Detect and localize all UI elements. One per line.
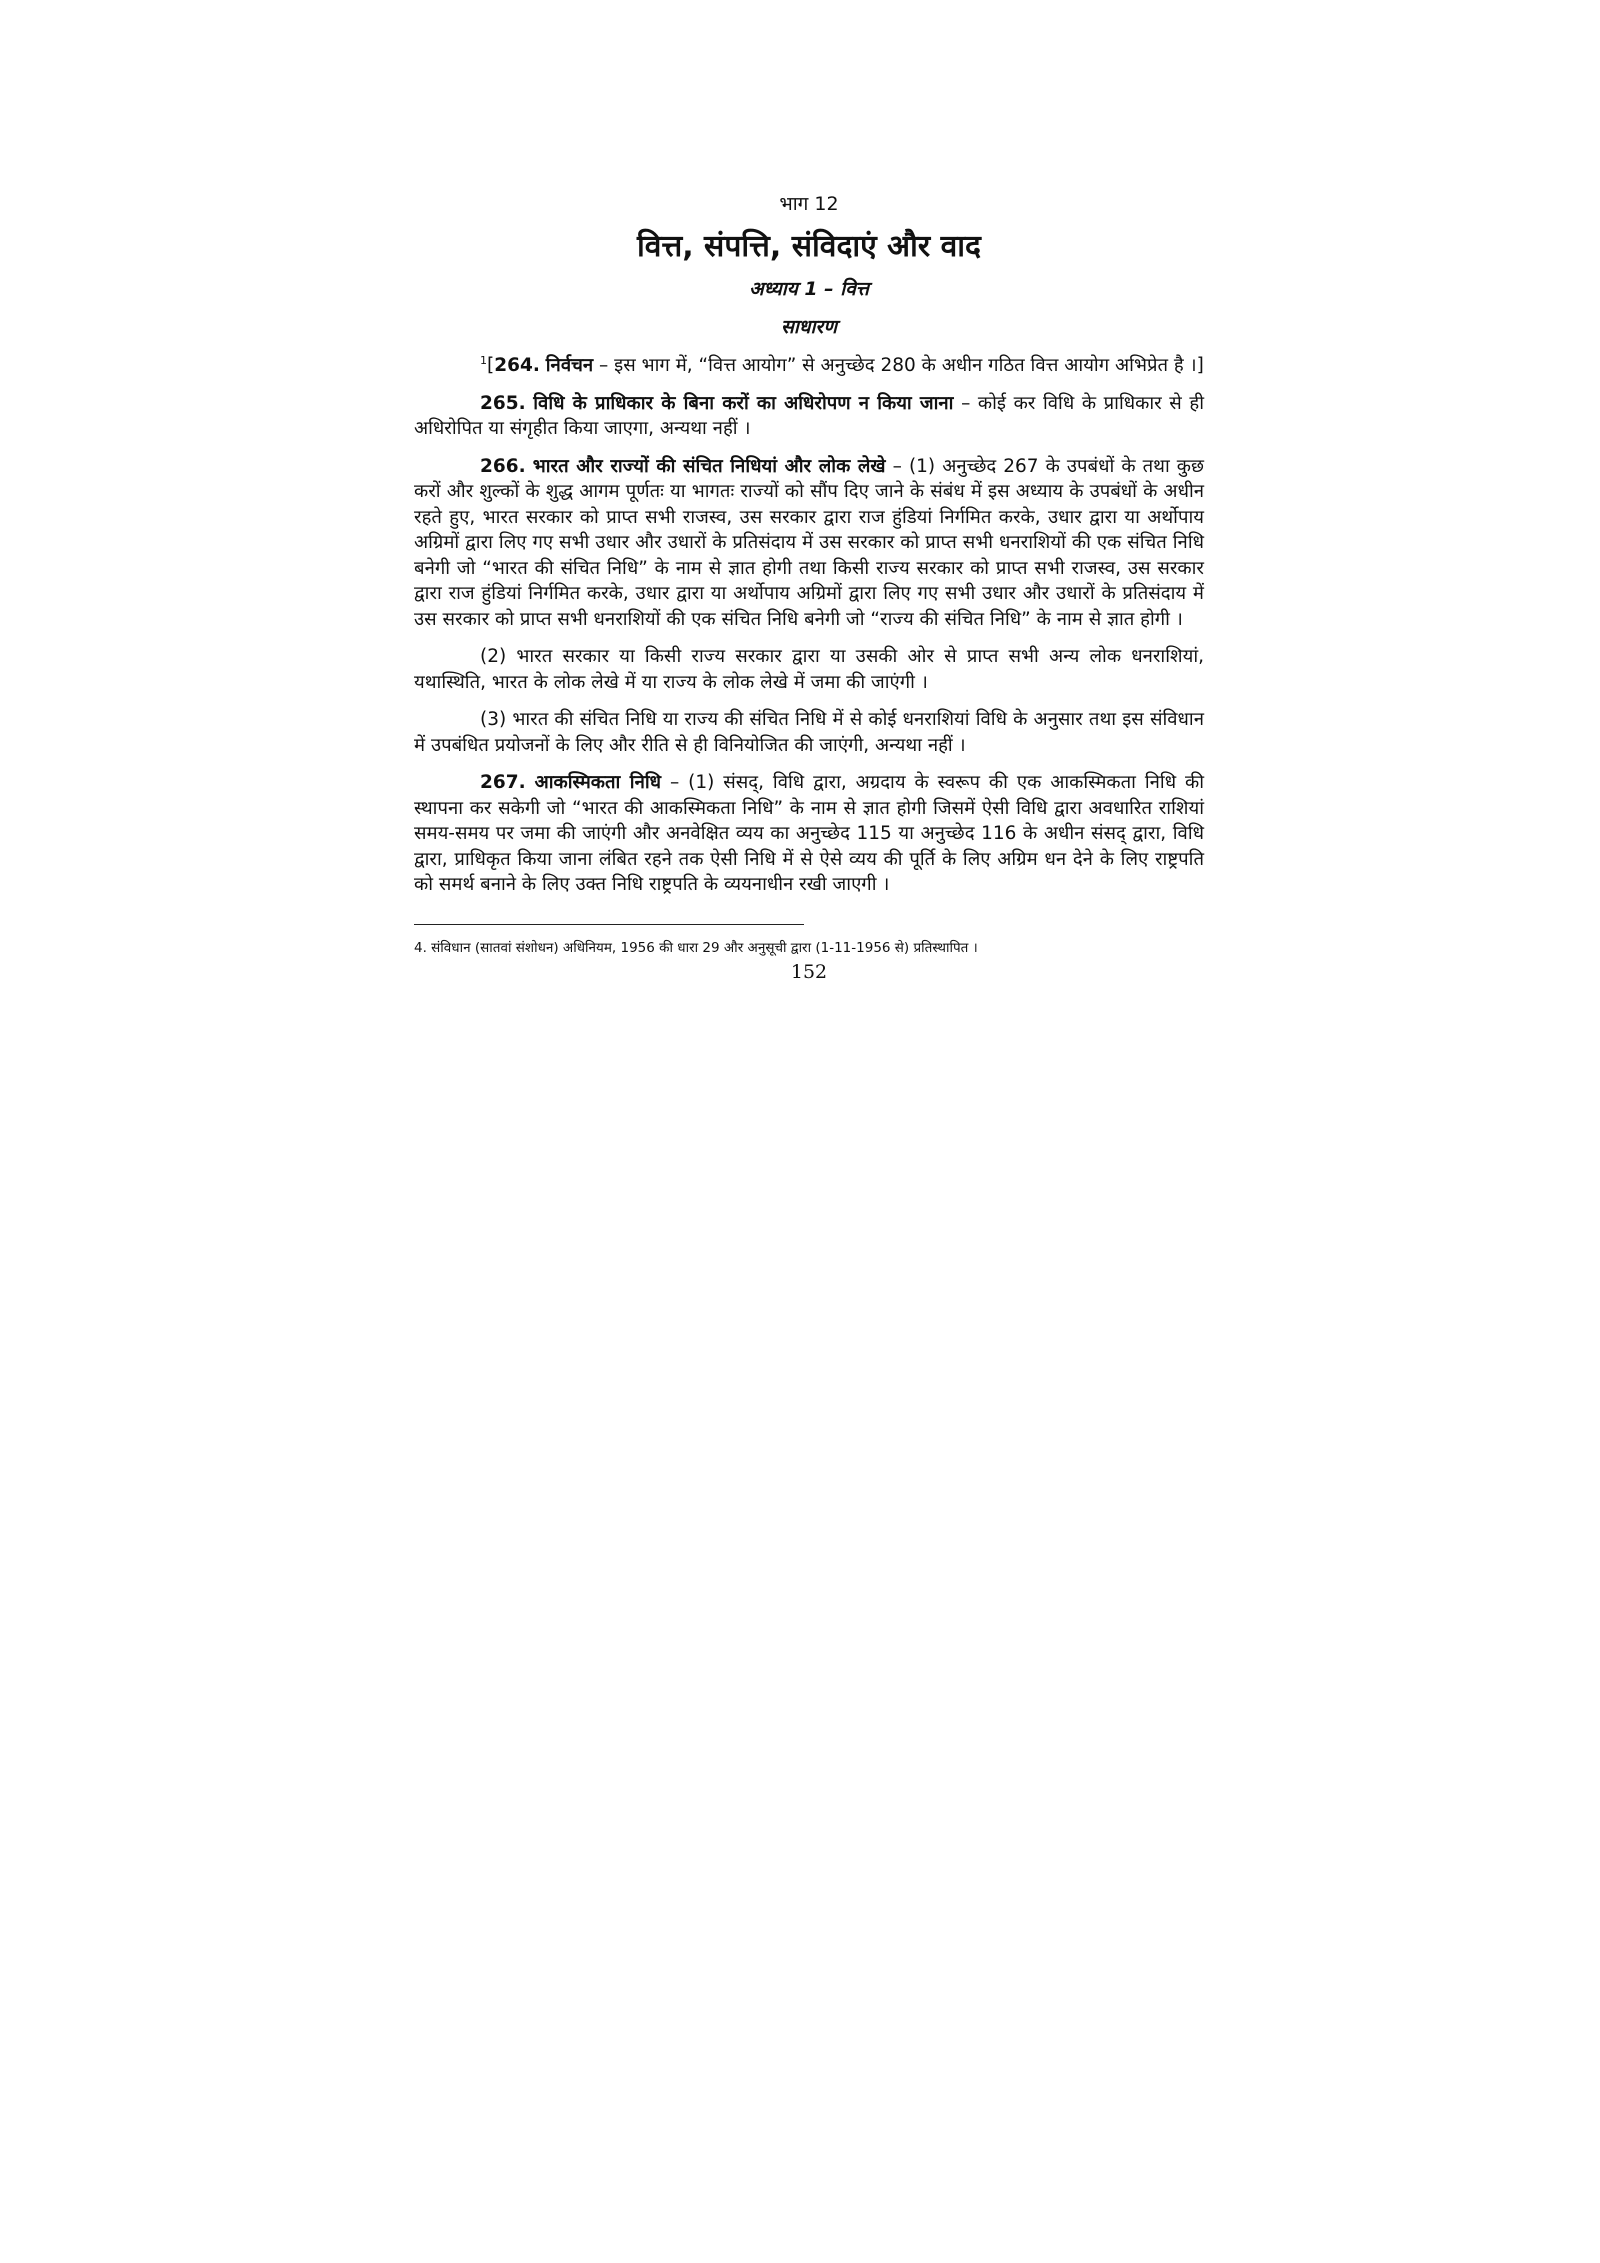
section-heading: साधारण: [781, 316, 837, 338]
footnote-divider: [414, 924, 804, 925]
article-264-prefix: [: [487, 355, 495, 376]
document-page: [414, 190, 1204, 983]
article-264: [414, 353, 1204, 379]
footnote-marker: 1: [480, 353, 487, 367]
chapter-heading: अध्याय 1 – वित्त: [749, 278, 869, 300]
article-265: [414, 391, 1204, 442]
article-266-clause-3: (3) भारत की संचित निधि या राज्य की संचित निधि में से कोई धनराशियां विधि के अनुसार तथा इस संविधान में उपबंधित प्रयोजनों के लिए और रीति से ही विनियोजित की जाएंगी, अन्यथा नहीं ।: [414, 709, 1204, 756]
article-267-heading: आकस्मिकता निधि: [534, 772, 662, 793]
page-number: 152: [790, 960, 828, 983]
article-265-text: – कोई कर विधि के प्राधिकार से ही अधिरोपित या संगृहीत किया जाएगा, अन्यथा नहीं ।: [414, 392, 1204, 439]
article-266: [414, 454, 1204, 633]
article-264-text: – इस भाग में, “वित्त आयोग” से अनुच्छेद 280 के अधीन गठित वित्त आयोग अभिप्रेत है ।]: [593, 355, 1204, 376]
article-265-number: 265.: [480, 392, 526, 414]
article-266-clause-2: (2) भारत सरकार या किसी राज्य सरकार द्वारा या उसकी ओर से प्राप्त सभी अन्य लोक धनराशियां, यथास्थिति, भारत के लोक लेखे में या राज्य के लोक लेखे में जमा की जाएंगी ।: [414, 646, 1204, 693]
part-title: वित्त, संपत्ति, संविदाएं और वाद: [637, 229, 981, 264]
article-267: [414, 770, 1204, 898]
article-266-text: – (1) अनुच्छेद 267 के उपबंधों के तथा कुछ करों और शुल्कों के शुद्ध आगम पूर्णतः या भागतः राज्यों को सौंप दिए जाने के संबंध में इस अध्याय के उपबंधों के अधीन रहते हुए, भारत सरकार को प्राप्त सभी राजस्व, उस सरकार द्वारा राज हुंडियां निर्गमित करके, उधार द्वारा या अर्थोपाय अग्रिमों द्वारा लिए गए सभी उधार और उधारों के प्रतिसंदाय में उस सरकार को प्राप्त सभी धनराशियों की एक संचित निधि बनेगी जो “भारत की संचित निधि” के नाम से ज्ञात होगी तथा किसी राज्य सरकार को प्राप्त सभी राजस्व, उस सरकार द्वारा राज हुंडियां निर्गमित करके, उधार द्वारा या अर्थोपाय अग्रिमों द्वारा लिए गए सभी उधार और उधारों के प्रतिसंदाय में उस सरकार को प्राप्त सभी धनराशियों की एक संचित निधि बनेगी जो “राज्य की संचित निधि” के नाम से ज्ञात होगी ।: [414, 455, 1204, 630]
article-266-heading: भारत और राज्यों की संचित निधियां और लोक लेखे: [532, 455, 886, 477]
article-264-heading: निर्वचन: [545, 355, 594, 376]
footnote: 4. संविधान (सातवां संशोधन) अधिनियम, 1956 की धारा 29 और अनुसूची द्वारा (1-11-1956 से) प्रतिस्थापित ।: [414, 939, 978, 956]
article-267-number: 267.: [480, 772, 526, 793]
article-265-heading: विधि के प्राधिकार के बिना करों का अधिरोपण न किया जाना: [533, 392, 954, 414]
article-266-number: 266.: [480, 455, 526, 477]
article-264-number: 264.: [494, 355, 540, 376]
article-267-text: – (1) संसद्, विधि द्वारा, अग्रदाय के स्वरूप की एक आकस्मिकता निधि की स्थापना कर सकेगी जो “भारत की आकस्मिकता निधि” के नाम से ज्ञात होगी जिसमें ऐसी विधि द्वारा अवधारित राशियां समय-समय पर जमा की जाएंगी और अनवेक्षित व्यय का अनुच्छेद 115 या अनुच्छेद 116 के अधीन संसद् द्वारा, विधि द्वारा, प्राधिकृत किया जाना लंबित रहने तक ऐसी निधि में से ऐसे व्यय की पूर्ति के लिए अग्रिम धन देने के लिए राष्ट्रपति को समर्थ बनाने के लिए उक्त निधि राष्ट्रपति के व्ययनाधीन रखी जाएगी ।: [414, 772, 1204, 895]
part-label: भाग 12: [779, 193, 839, 215]
